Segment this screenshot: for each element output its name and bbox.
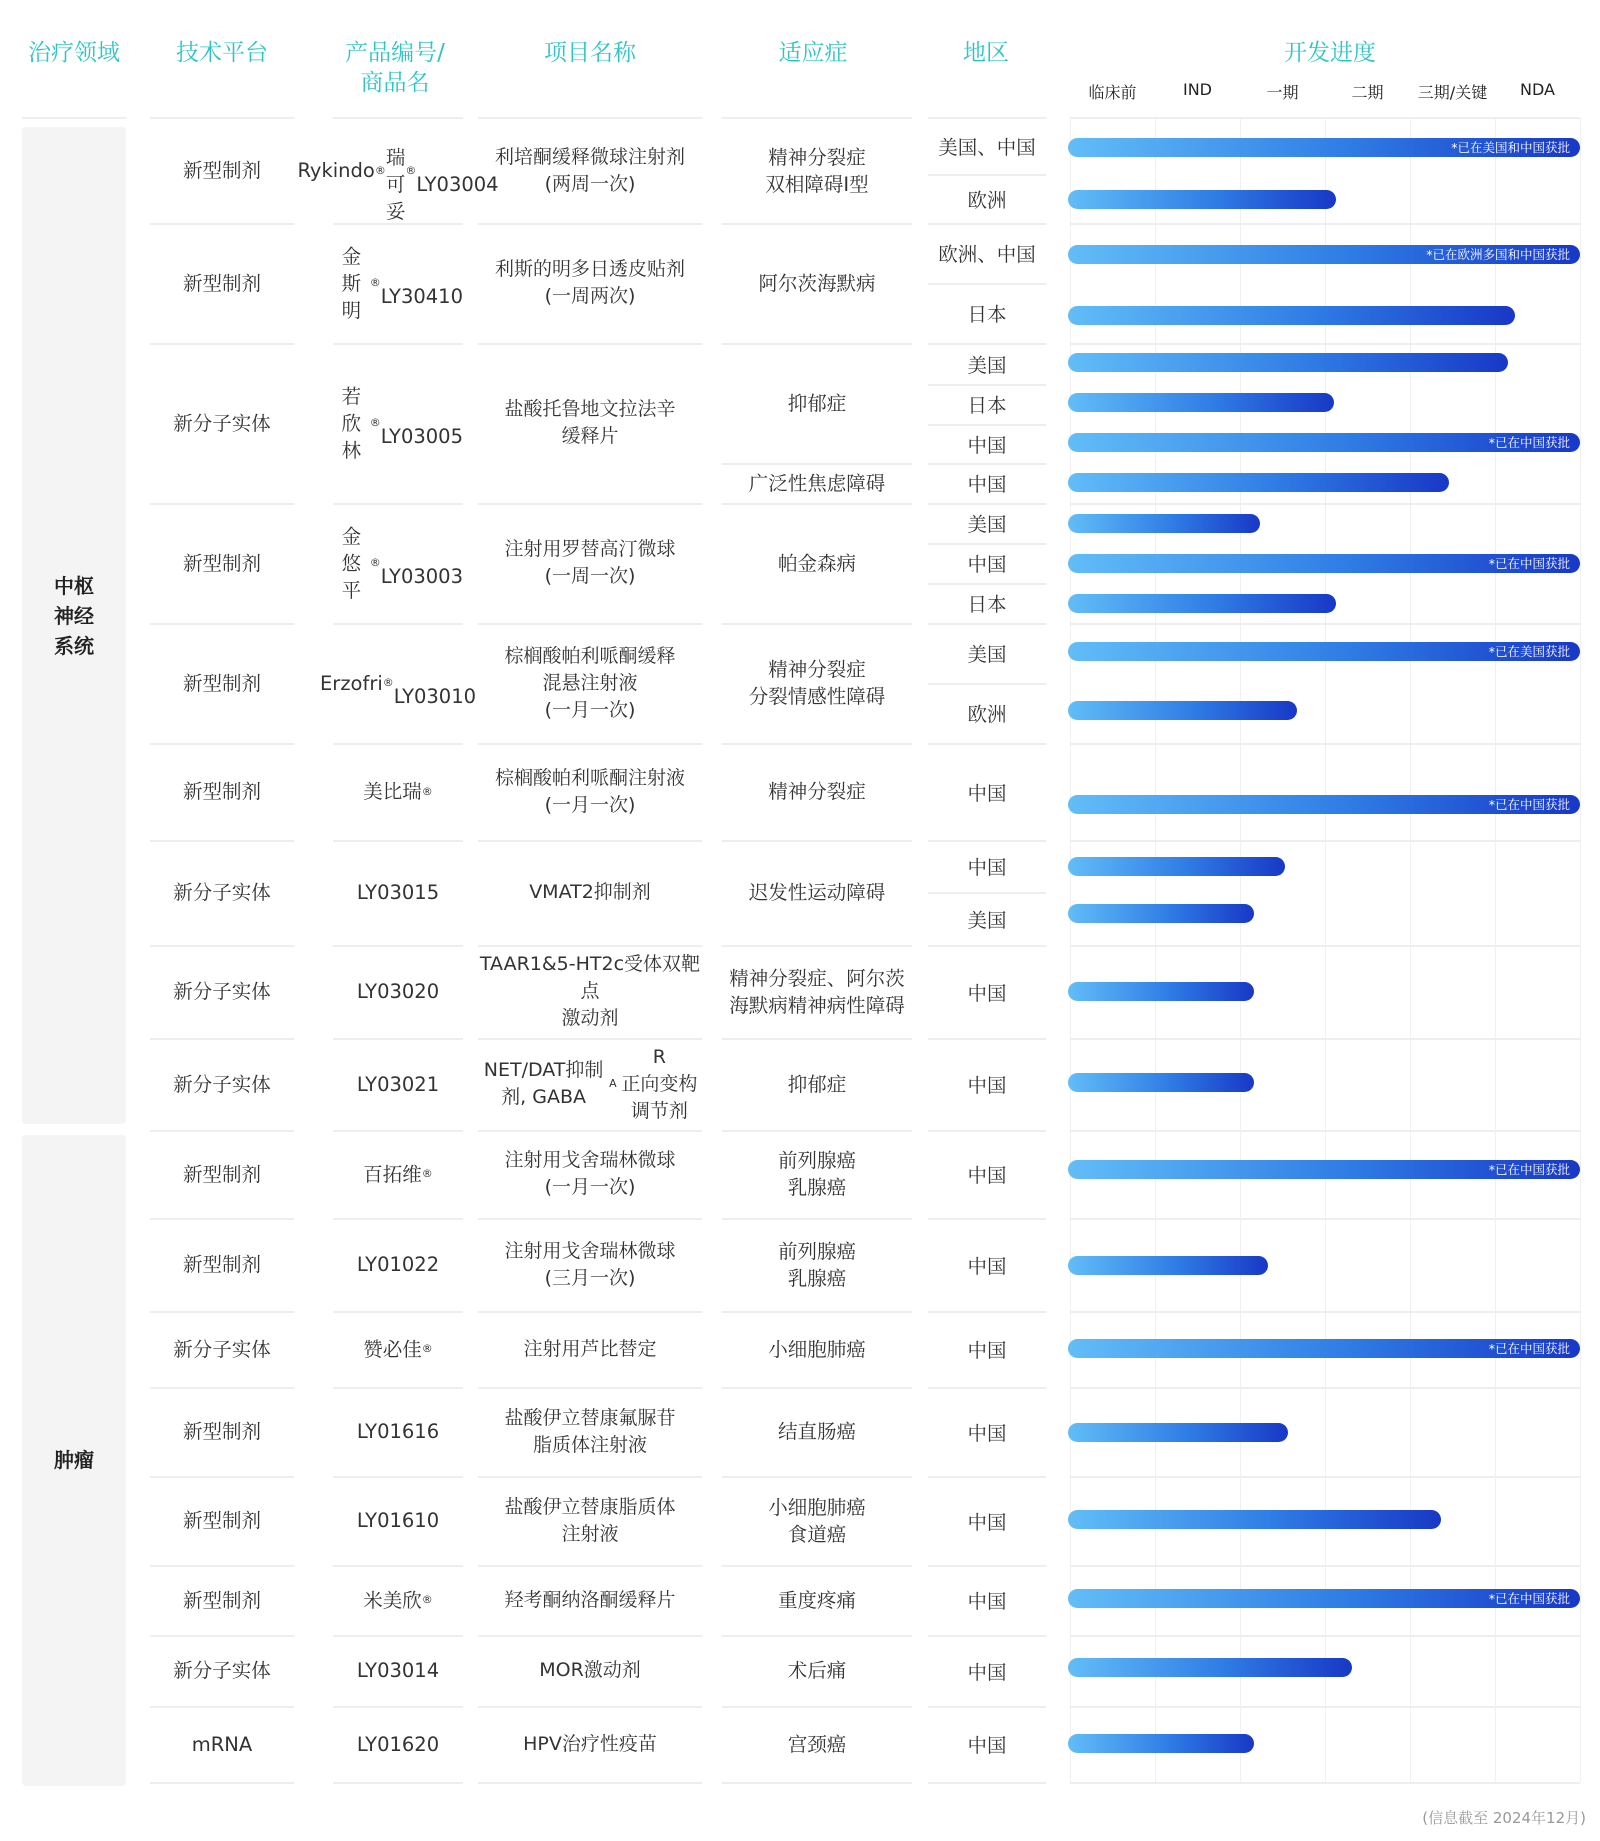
indication-cell: 迟发性运动障碍 — [748, 881, 886, 904]
row-divider — [1070, 1706, 1580, 1708]
region-cell: 中国 — [967, 1734, 1007, 1757]
project-cell: 棕榈酸帕利哌酮缓释 混悬注射液 (一月一次) — [504, 644, 676, 721]
row-divider — [150, 1782, 294, 1784]
row-divider — [22, 117, 126, 119]
project-cell: HPV治疗性疫苗 — [523, 1732, 657, 1755]
stage-label: 临床前 — [1088, 83, 1137, 102]
product-cell: LY03015 — [356, 881, 440, 904]
product-cell: LY01616 — [356, 1420, 440, 1443]
area-oncology-label: 肿瘤 — [54, 1448, 94, 1472]
project-cell: VMAT2抑制剂 — [529, 881, 651, 903]
region-cell: 中国 — [967, 781, 1007, 805]
progress-bar — [1068, 393, 1334, 412]
project-cell: 盐酸伊立替康氟脲苷 脂质体注射液 — [504, 1406, 676, 1456]
product-cell: 米美欣 ® — [363, 1588, 433, 1612]
row-divider — [478, 1782, 702, 1784]
region-cell: 中国 — [967, 1254, 1007, 1278]
platform-cell: 新分子实体 — [173, 411, 271, 435]
indication-cell: 抑郁症 — [787, 1072, 847, 1096]
indication-cell: 前列腺癌 乳腺癌 — [777, 1149, 856, 1199]
approval-note: *已在中国获批 — [1488, 1590, 1570, 1606]
platform-cell: 新分子实体 — [173, 881, 271, 904]
area-cns — [22, 127, 126, 1124]
progress-bar — [1068, 514, 1260, 533]
region-cell: 美国 — [967, 643, 1007, 666]
progress-bar — [1068, 1339, 1580, 1358]
indication-cell: 精神分裂症 — [768, 780, 866, 803]
region-cell: 欧洲、中国 — [938, 243, 1036, 266]
row-divider — [1070, 1218, 1580, 1220]
product-cell: 金斯明 ® LY30410 — [341, 244, 463, 322]
row-divider — [1070, 1038, 1580, 1040]
region-cell: 美国 — [967, 353, 1007, 377]
project-cell: 注射用戈舍瑞林微球 (一月一次) — [504, 1149, 676, 1198]
indication-cell: 抑郁症 — [787, 391, 847, 415]
approval-note: *已在中国获批 — [1488, 796, 1570, 812]
indication-cell: 精神分裂症、阿尔茨 海默病精神病性障碍 — [729, 966, 905, 1017]
product-cell: LY01022 — [356, 1253, 440, 1276]
indication-cell: 结直肠癌 — [777, 1420, 856, 1443]
region-cell: 中国 — [967, 1164, 1007, 1187]
platform-cell: 新分子实体 — [173, 1337, 271, 1361]
header-area: 治疗领域 — [28, 40, 120, 66]
platform-cell: 新型制剂 — [182, 551, 261, 575]
project-cell: 注射用芦比替定 — [523, 1337, 657, 1360]
row-divider — [1070, 1130, 1580, 1132]
platform-cell: 新型制剂 — [182, 780, 261, 803]
region-cell: 中国 — [967, 553, 1007, 576]
progress-bar — [1068, 904, 1254, 923]
product-cell: 百拓维 ® — [363, 1162, 433, 1186]
approval-note: *已在美国获批 — [1488, 643, 1570, 659]
row-divider — [1070, 623, 1580, 625]
header-platform: 技术平台 — [176, 40, 268, 66]
progress-bar — [1068, 190, 1336, 209]
progress-bar — [1068, 642, 1580, 661]
region-cell: 中国 — [967, 1074, 1007, 1097]
indication-cell: 广泛性焦虑障碍 — [748, 471, 886, 495]
header-project: 项目名称 — [544, 40, 636, 66]
indication-cell: 小细胞肺癌 — [768, 1337, 866, 1361]
project-cell: 注射用戈舍瑞林微球 (三月一次) — [504, 1239, 676, 1289]
region-cell: 日本 — [967, 593, 1007, 616]
product-cell: Rykindo ® 瑞可妥 ® LY03004 — [297, 145, 499, 223]
region-cell: 日本 — [967, 394, 1007, 417]
platform-cell: 新型制剂 — [182, 1420, 261, 1443]
product-cell: 赞必佳 ® — [363, 1337, 433, 1361]
indication-cell: 帕金森病 — [777, 551, 856, 575]
row-divider — [1070, 743, 1580, 745]
approval-note: *已在中国获批 — [1488, 1161, 1570, 1177]
indication-cell: 小细胞肺癌 食道癌 — [768, 1495, 866, 1546]
row-divider — [1070, 223, 1580, 225]
platform-cell: 新型制剂 — [182, 671, 261, 695]
row-divider — [1070, 1476, 1580, 1478]
platform-cell: mRNA — [191, 1732, 253, 1756]
project-cell: 棕榈酸帕利哌酮注射液 (一月一次) — [494, 766, 685, 816]
region-cell: 美国 — [967, 908, 1007, 932]
product-cell: LY03020 — [356, 980, 440, 1003]
stage-label: IND — [1182, 80, 1213, 99]
approval-note: *已在中国获批 — [1488, 434, 1570, 450]
footer-note: (信息截至 2024年12月) — [1422, 1809, 1586, 1827]
row-divider — [722, 1782, 912, 1784]
progress-bar — [1068, 1073, 1254, 1092]
project-cell: TAAR1&5-HT2c受体双靶点 激动剂 — [479, 953, 701, 1029]
project-cell: NET/DAT抑制剂, GABA A R 正向变构调节剂 — [483, 1045, 698, 1122]
project-cell: 盐酸伊立替康脂质体 注射液 — [504, 1495, 676, 1545]
indication-cell: 重度疼痛 — [777, 1588, 856, 1612]
platform-cell: 新型制剂 — [182, 271, 261, 295]
product-cell: 美比瑞 ® — [363, 780, 433, 803]
row-divider — [333, 1782, 463, 1784]
progress-bar — [1068, 245, 1580, 264]
platform-cell: 新型制剂 — [182, 1253, 261, 1276]
product-cell: LY01610 — [356, 1509, 440, 1532]
progress-bar — [1068, 1658, 1352, 1677]
region-cell: 中国 — [967, 1590, 1007, 1613]
area-oncology — [22, 1135, 126, 1786]
region-cell: 中国 — [967, 981, 1007, 1005]
approval-note: *已在中国获批 — [1488, 1340, 1570, 1356]
header-product: 产品编号/ 商品名 — [345, 40, 445, 96]
row-divider — [1070, 945, 1580, 947]
region-cell: 中国 — [967, 1510, 1007, 1534]
project-cell: 利斯的明多日透皮贴剂 (一周两次) — [494, 258, 685, 307]
indication-cell: 术后痛 — [787, 1659, 847, 1682]
region-cell: 中国 — [967, 1421, 1007, 1445]
progress-bar — [1068, 554, 1580, 573]
row-divider — [1070, 1565, 1580, 1567]
stage-label: NDA — [1520, 80, 1555, 99]
stage-label: 一期 — [1266, 83, 1299, 102]
progress-bar — [1068, 1423, 1288, 1442]
row-divider — [1070, 117, 1580, 119]
approval-note: *已在欧洲多国和中国获批 — [1426, 246, 1570, 262]
region-cell: 中国 — [967, 856, 1007, 879]
platform-cell: 新型制剂 — [182, 159, 261, 182]
row-divider — [1070, 503, 1580, 505]
progress-bar — [1068, 138, 1580, 157]
project-cell: 羟考酮纳洛酮缓释片 — [504, 1588, 676, 1611]
project-cell: MOR激动剂 — [539, 1659, 641, 1681]
region-cell: 中国 — [967, 1339, 1007, 1362]
row-divider — [1070, 343, 1580, 345]
row-divider — [1070, 1782, 1580, 1784]
region-cell: 中国 — [967, 433, 1007, 457]
indication-cell: 精神分裂症 分裂情感性障碍 — [748, 658, 886, 708]
region-cell: 美国 — [967, 513, 1007, 536]
row-divider — [1070, 1387, 1580, 1389]
progress-bar — [1068, 857, 1285, 876]
platform-cell: 新型制剂 — [182, 1509, 261, 1532]
platform-cell: 新型制剂 — [182, 1588, 261, 1612]
product-cell: 若欣林 ® LY03005 — [341, 384, 463, 462]
stage-label: 三期/关键 — [1417, 83, 1488, 102]
progress-bar — [1068, 1160, 1580, 1179]
row-divider — [1070, 1635, 1580, 1637]
platform-cell: 新型制剂 — [182, 1162, 261, 1186]
progress-bar — [1068, 701, 1297, 720]
progress-bar — [1068, 473, 1449, 492]
platform-cell: 新分子实体 — [173, 980, 271, 1003]
stage-gridline — [1580, 118, 1581, 1782]
region-cell: 欧洲 — [967, 703, 1007, 726]
row-divider — [1070, 840, 1580, 842]
header-region: 地区 — [963, 40, 1009, 66]
region-cell: 欧洲 — [967, 188, 1007, 212]
platform-cell: 新分子实体 — [173, 1659, 271, 1682]
project-cell: 利培酮缓释微球注射剂 (两周一次) — [494, 145, 685, 195]
region-cell: 中国 — [967, 1660, 1007, 1684]
project-cell: 注射用罗替高汀微球 (一周一次) — [504, 538, 676, 587]
progress-bar — [1068, 1256, 1268, 1275]
indication-cell: 前列腺癌 乳腺癌 — [777, 1239, 856, 1290]
progress-bar — [1068, 433, 1580, 452]
progress-bar — [1068, 1510, 1441, 1529]
row-divider — [928, 1782, 1046, 1784]
product-cell: LY01620 — [356, 1732, 440, 1756]
product-cell: LY03014 — [356, 1659, 440, 1682]
product-cell: Erzofri ® LY03010 — [319, 671, 477, 708]
progress-bar — [1068, 353, 1508, 372]
project-cell: 盐酸托鲁地文拉法辛 缓释片 — [504, 398, 676, 447]
product-cell: LY03021 — [356, 1072, 440, 1096]
header-indication: 适应症 — [778, 40, 848, 66]
indication-cell: 精神分裂症 双相障碍I型 — [765, 145, 869, 196]
progress-bar — [1068, 594, 1336, 613]
indication-cell: 宫颈癌 — [787, 1732, 847, 1756]
progress-bar — [1068, 306, 1515, 325]
platform-cell: 新分子实体 — [173, 1072, 271, 1096]
area-cns-label: 中枢 神经 系统 — [54, 574, 94, 658]
region-cell: 美国、中国 — [938, 136, 1036, 159]
row-divider — [1070, 1311, 1580, 1313]
stage-label: 二期 — [1351, 83, 1384, 102]
indication-cell: 阿尔茨海默病 — [758, 271, 876, 295]
approval-note: *已在中国获批 — [1488, 555, 1570, 571]
header-progress: 开发进度 — [1284, 40, 1376, 66]
product-cell: 金悠平 ® LY03003 — [341, 524, 463, 602]
approval-note: *已在美国和中国获批 — [1451, 139, 1570, 155]
progress-bar — [1068, 1734, 1254, 1753]
region-cell: 日本 — [967, 303, 1007, 326]
progress-bar — [1068, 795, 1580, 814]
region-cell: 中国 — [967, 473, 1007, 496]
progress-bar — [1068, 982, 1254, 1001]
progress-bar — [1068, 1589, 1580, 1608]
